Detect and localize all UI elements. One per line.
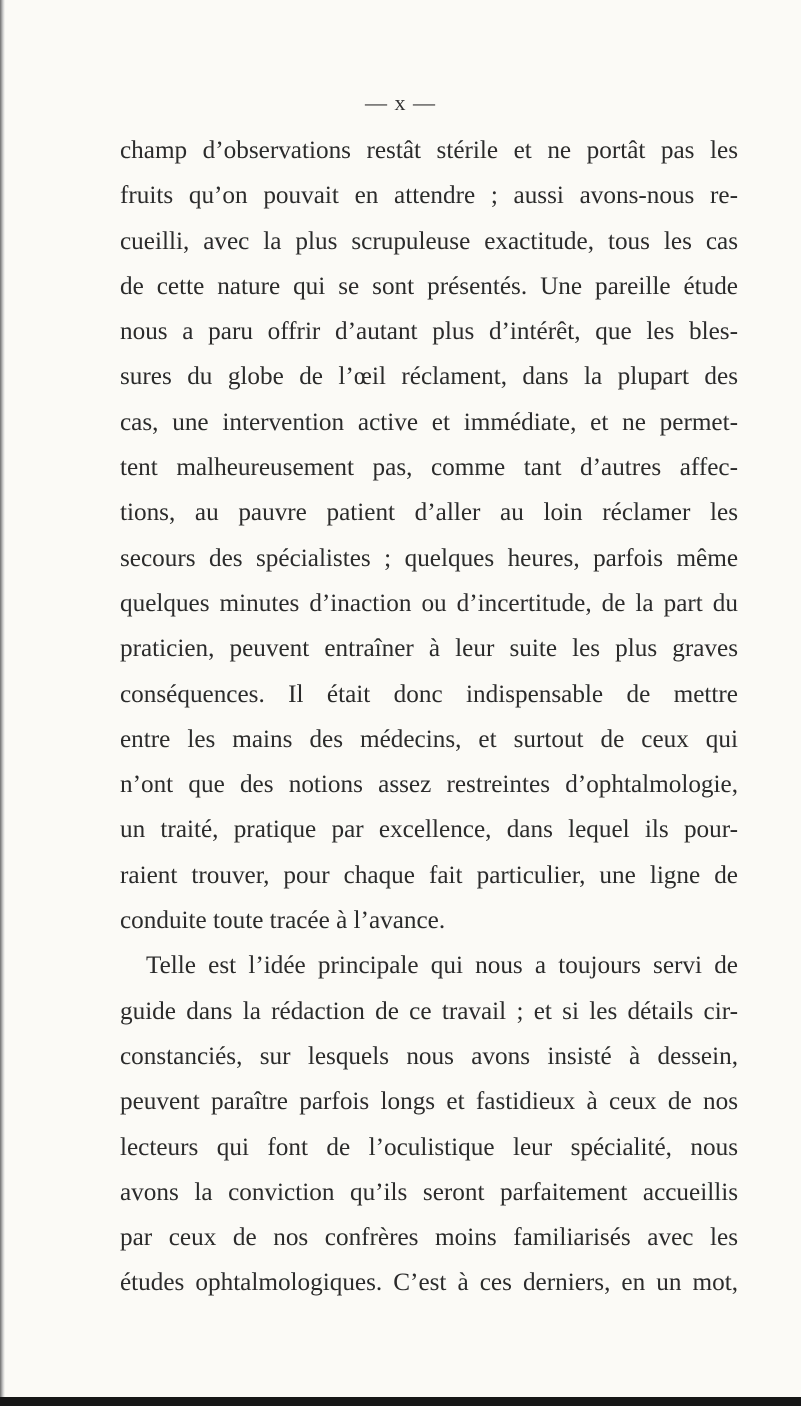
- text-line: champ d’observations restât stérile et ne portât pas les: [120, 137, 738, 164]
- text-line: constanciés, sur lesquels nous avons insisté à dessein,: [120, 1042, 738, 1070]
- text-line: tions, au pauvre patient d’aller au loin réclamer les: [120, 499, 738, 527]
- text-line: raient trouver, pour chaque fait particulier, une ligne de: [120, 861, 738, 889]
- text-line: secours des spécialistes ; quelques heures, parfois même: [120, 544, 738, 572]
- text-line: praticien, peuvent entraîner à leur suite les plus graves: [120, 635, 738, 663]
- page-left-edge-shadow: [0, 0, 5, 1406]
- text-line: conduite toute tracée à l’avance.: [120, 907, 446, 935]
- text-line: par ceux de nos confrères moins familiarisés avec les: [120, 1224, 738, 1252]
- text-line: quelques minutes d’inaction ou d’incertitude, de la part du: [120, 589, 738, 617]
- text-line: guide dans la rédaction de ce travail ; et si les détails cir-: [120, 997, 738, 1025]
- text-line: sures du globe de l’œil réclament, dans la plupart des: [120, 363, 738, 391]
- text-line: études ophtalmologiques. C’est à ces derniers, en un mot,: [120, 1269, 738, 1297]
- page-number: — x —: [365, 90, 436, 115]
- bottom-scan-edge: [0, 1397, 801, 1406]
- text-line: peuvent paraître parfois longs et fastidieux à ceux de nos: [120, 1088, 738, 1116]
- text-line: fruits qu’on pouvait en attendre ; aussi avons-nous re-: [120, 182, 738, 210]
- text-line: tent malheureusement pas, comme tant d’autres affec-: [120, 454, 738, 482]
- paragraph-1: [120, 128, 738, 943]
- text-line: Telle est l’idée principale qui nous a toujours servi de: [146, 952, 738, 980]
- body-text: [120, 128, 738, 1306]
- paragraph-2: [120, 943, 738, 1305]
- text-line: cueilli, avec la plus scrupuleuse exactitude, tous les cas: [120, 227, 738, 255]
- text-line: nous a paru offrir d’autant plus d’intérêt, que les bles-: [120, 318, 738, 346]
- text-line: un traité, pratique par excellence, dans lequel ils pour-: [120, 816, 738, 844]
- text-line: de cette nature qui se sont présentés. Une pareille étude: [120, 272, 738, 300]
- text-line: lecteurs qui font de l’oculistique leur spécialité, nous: [120, 1133, 738, 1161]
- text-line: entre les mains des médecins, et surtout de ceux qui: [120, 725, 738, 753]
- text-line: cas, une intervention active et immédiate, et ne permet-: [120, 408, 738, 436]
- text-line: avons la conviction qu’ils seront parfaitement accueillis: [120, 1178, 738, 1206]
- text-line: conséquences. Il était donc indispensable de mettre: [120, 680, 738, 708]
- text-line: n’ont que des notions assez restreintes d’ophtalmologie,: [120, 771, 738, 799]
